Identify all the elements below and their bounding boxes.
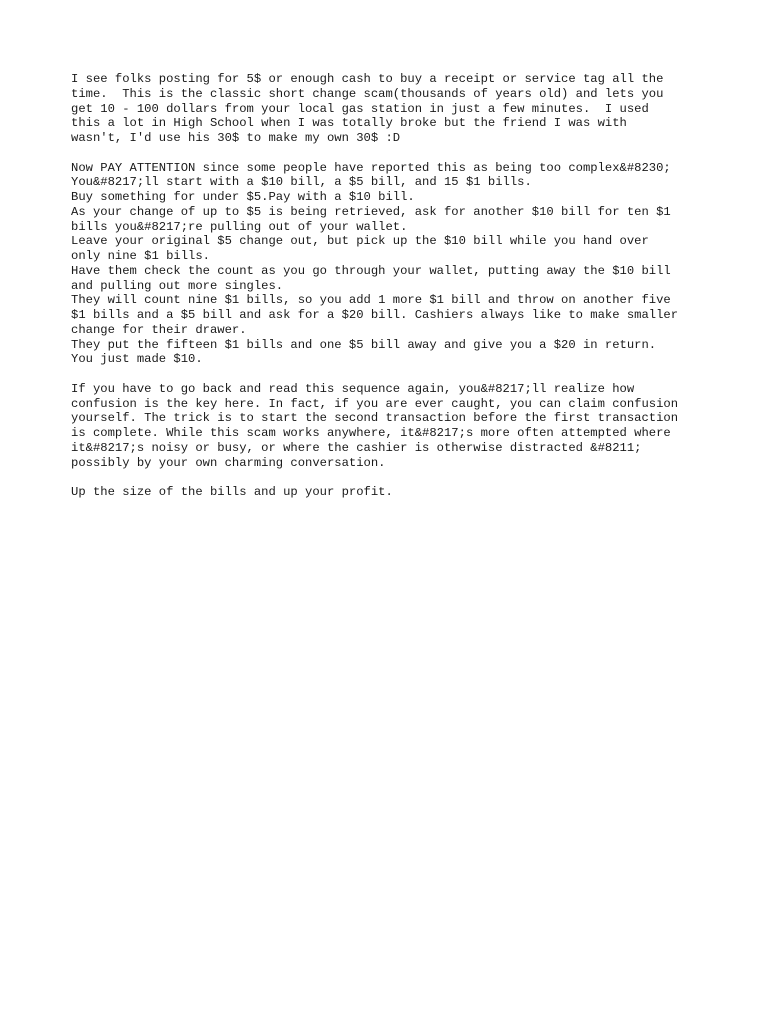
blank-line [71, 367, 711, 382]
text-line: Up the size of the bills and up your profit. [71, 485, 393, 499]
text-line: wasn't, I'd use his 30$ to make my own 30$ :D [71, 131, 401, 145]
text-line: Have them check the count as you go through your wallet, putting away the $10 bill [71, 263, 671, 278]
text-line: time. This is the classic short change scam(thousands of years old) and lets you [71, 86, 664, 101]
text-line: You&#8217;ll start with a $10 bill, a $5 bill, and 15 $1 bills. [71, 175, 532, 190]
text-line: possibly by your own charming conversation. [71, 455, 386, 470]
text-line: confusion is the key here. In fact, if you are ever caught, you can claim confusion [71, 396, 679, 411]
text-line: You just made $10. [71, 352, 203, 367]
text-line: Buy something for under $5.Pay with a $10 bill. [71, 190, 415, 204]
text-line: They will count nine $1 bills, so you add 1 more $1 bill and throw on another five [71, 293, 671, 308]
text-line: I see folks posting for 5$ or enough cash to buy a receipt or service tag all the [71, 72, 664, 86]
text-line: $1 bills and a $5 bill and ask for a $20 bill. Cashiers always like to make smaller [71, 308, 679, 322]
text-line: If you have to go back and read this sequence again, you&#8217;ll realize how [71, 381, 635, 396]
blank-line [71, 146, 711, 161]
text-line: yourself. The trick is to start the second transaction before the first transaction [71, 411, 679, 426]
text-line: change for their drawer. [71, 322, 247, 337]
text-line: it&#8217;s noisy or busy, or where the cashier is otherwise distracted &#8211; [71, 440, 642, 455]
text-line: Now PAY ATTENTION since some people have reported this as being too complex&#8230; [71, 160, 671, 175]
text-line: only nine $1 bills. [71, 249, 210, 263]
text-line: They put the fifteen $1 bills and one $5 bill away and give you a $20 in return. [71, 337, 657, 352]
document-body [71, 72, 711, 500]
text-line: As your change of up to $5 is being retrieved, ask for another $10 bill for ten $1 [71, 204, 671, 219]
text-line: is complete. While this scam works anywhere, it&#8217;s more often attempted where [71, 426, 671, 440]
text-line: Leave your original $5 change out, but pick up the $10 bill while you hand over [71, 234, 649, 249]
blank-line [71, 470, 711, 485]
text-line: get 10 - 100 dollars from your local gas station in just a few minutes. I used [71, 101, 649, 116]
text-line: and pulling out more singles. [71, 278, 284, 293]
text-line: this a lot in High School when I was totally broke but the friend I was with [71, 116, 627, 131]
text-line: bills you&#8217;re pulling out of your wallet. [71, 219, 408, 234]
